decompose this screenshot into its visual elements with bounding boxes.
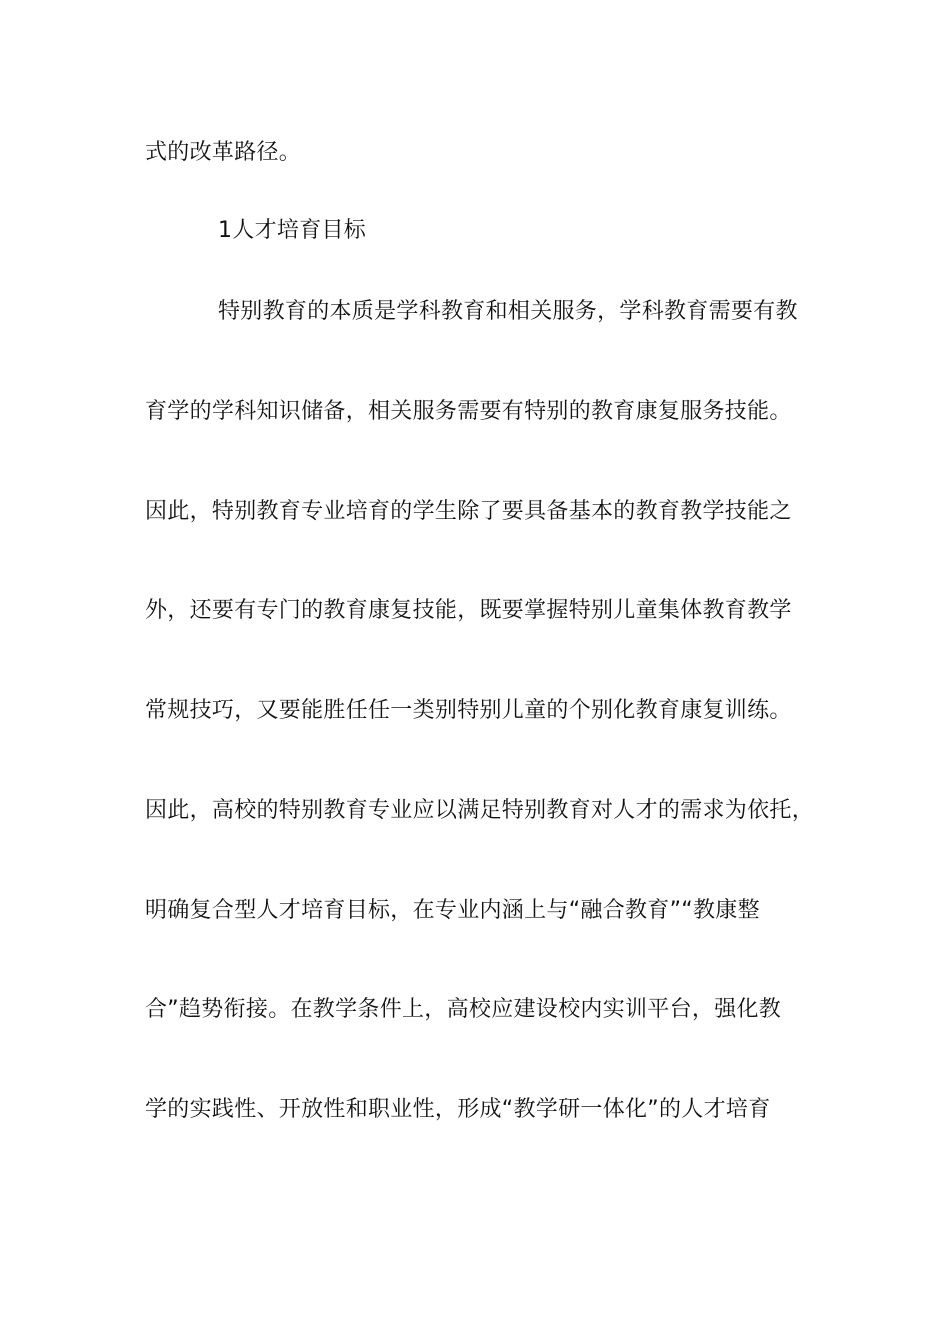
- text-line-3: 特别教育的本质是学科教育和相关服务，学科教育需要有教: [218, 299, 798, 324]
- text-line-8: 因此，高校的特别教育专业应以满足特别教育对人才的需求为依托，: [145, 798, 815, 823]
- text-line-11: 学的实践性、开放性和职业性，形成“教学研一体化”的人才培育: [145, 1097, 771, 1122]
- text-line-5: 因此，特别教育专业培育的学生除了要具备基本的教育教学技能之: [145, 499, 792, 524]
- text-line-10: 合”趋势衔接。在教学条件上，高校应建设校内实训平台，强化教: [145, 997, 782, 1022]
- text-line-1: 式的改革路径。: [145, 140, 302, 165]
- text-line-9: 明确复合型人才培育目标，在专业内涵上与“融合教育”“教康整: [145, 898, 760, 923]
- section-heading: 1人才培育目标: [218, 218, 367, 243]
- text-line-7: 常规技巧，又要能胜任任一类别特别儿童的个别化教育康复训练。: [145, 698, 792, 723]
- text-line-6: 外，还要有专门的教育康复技能，既要掌握特别儿童集体教育教学: [145, 598, 792, 623]
- text-line-4: 育学的学科知识储备，相关服务需要有特别的教育康复服务技能。: [145, 399, 792, 424]
